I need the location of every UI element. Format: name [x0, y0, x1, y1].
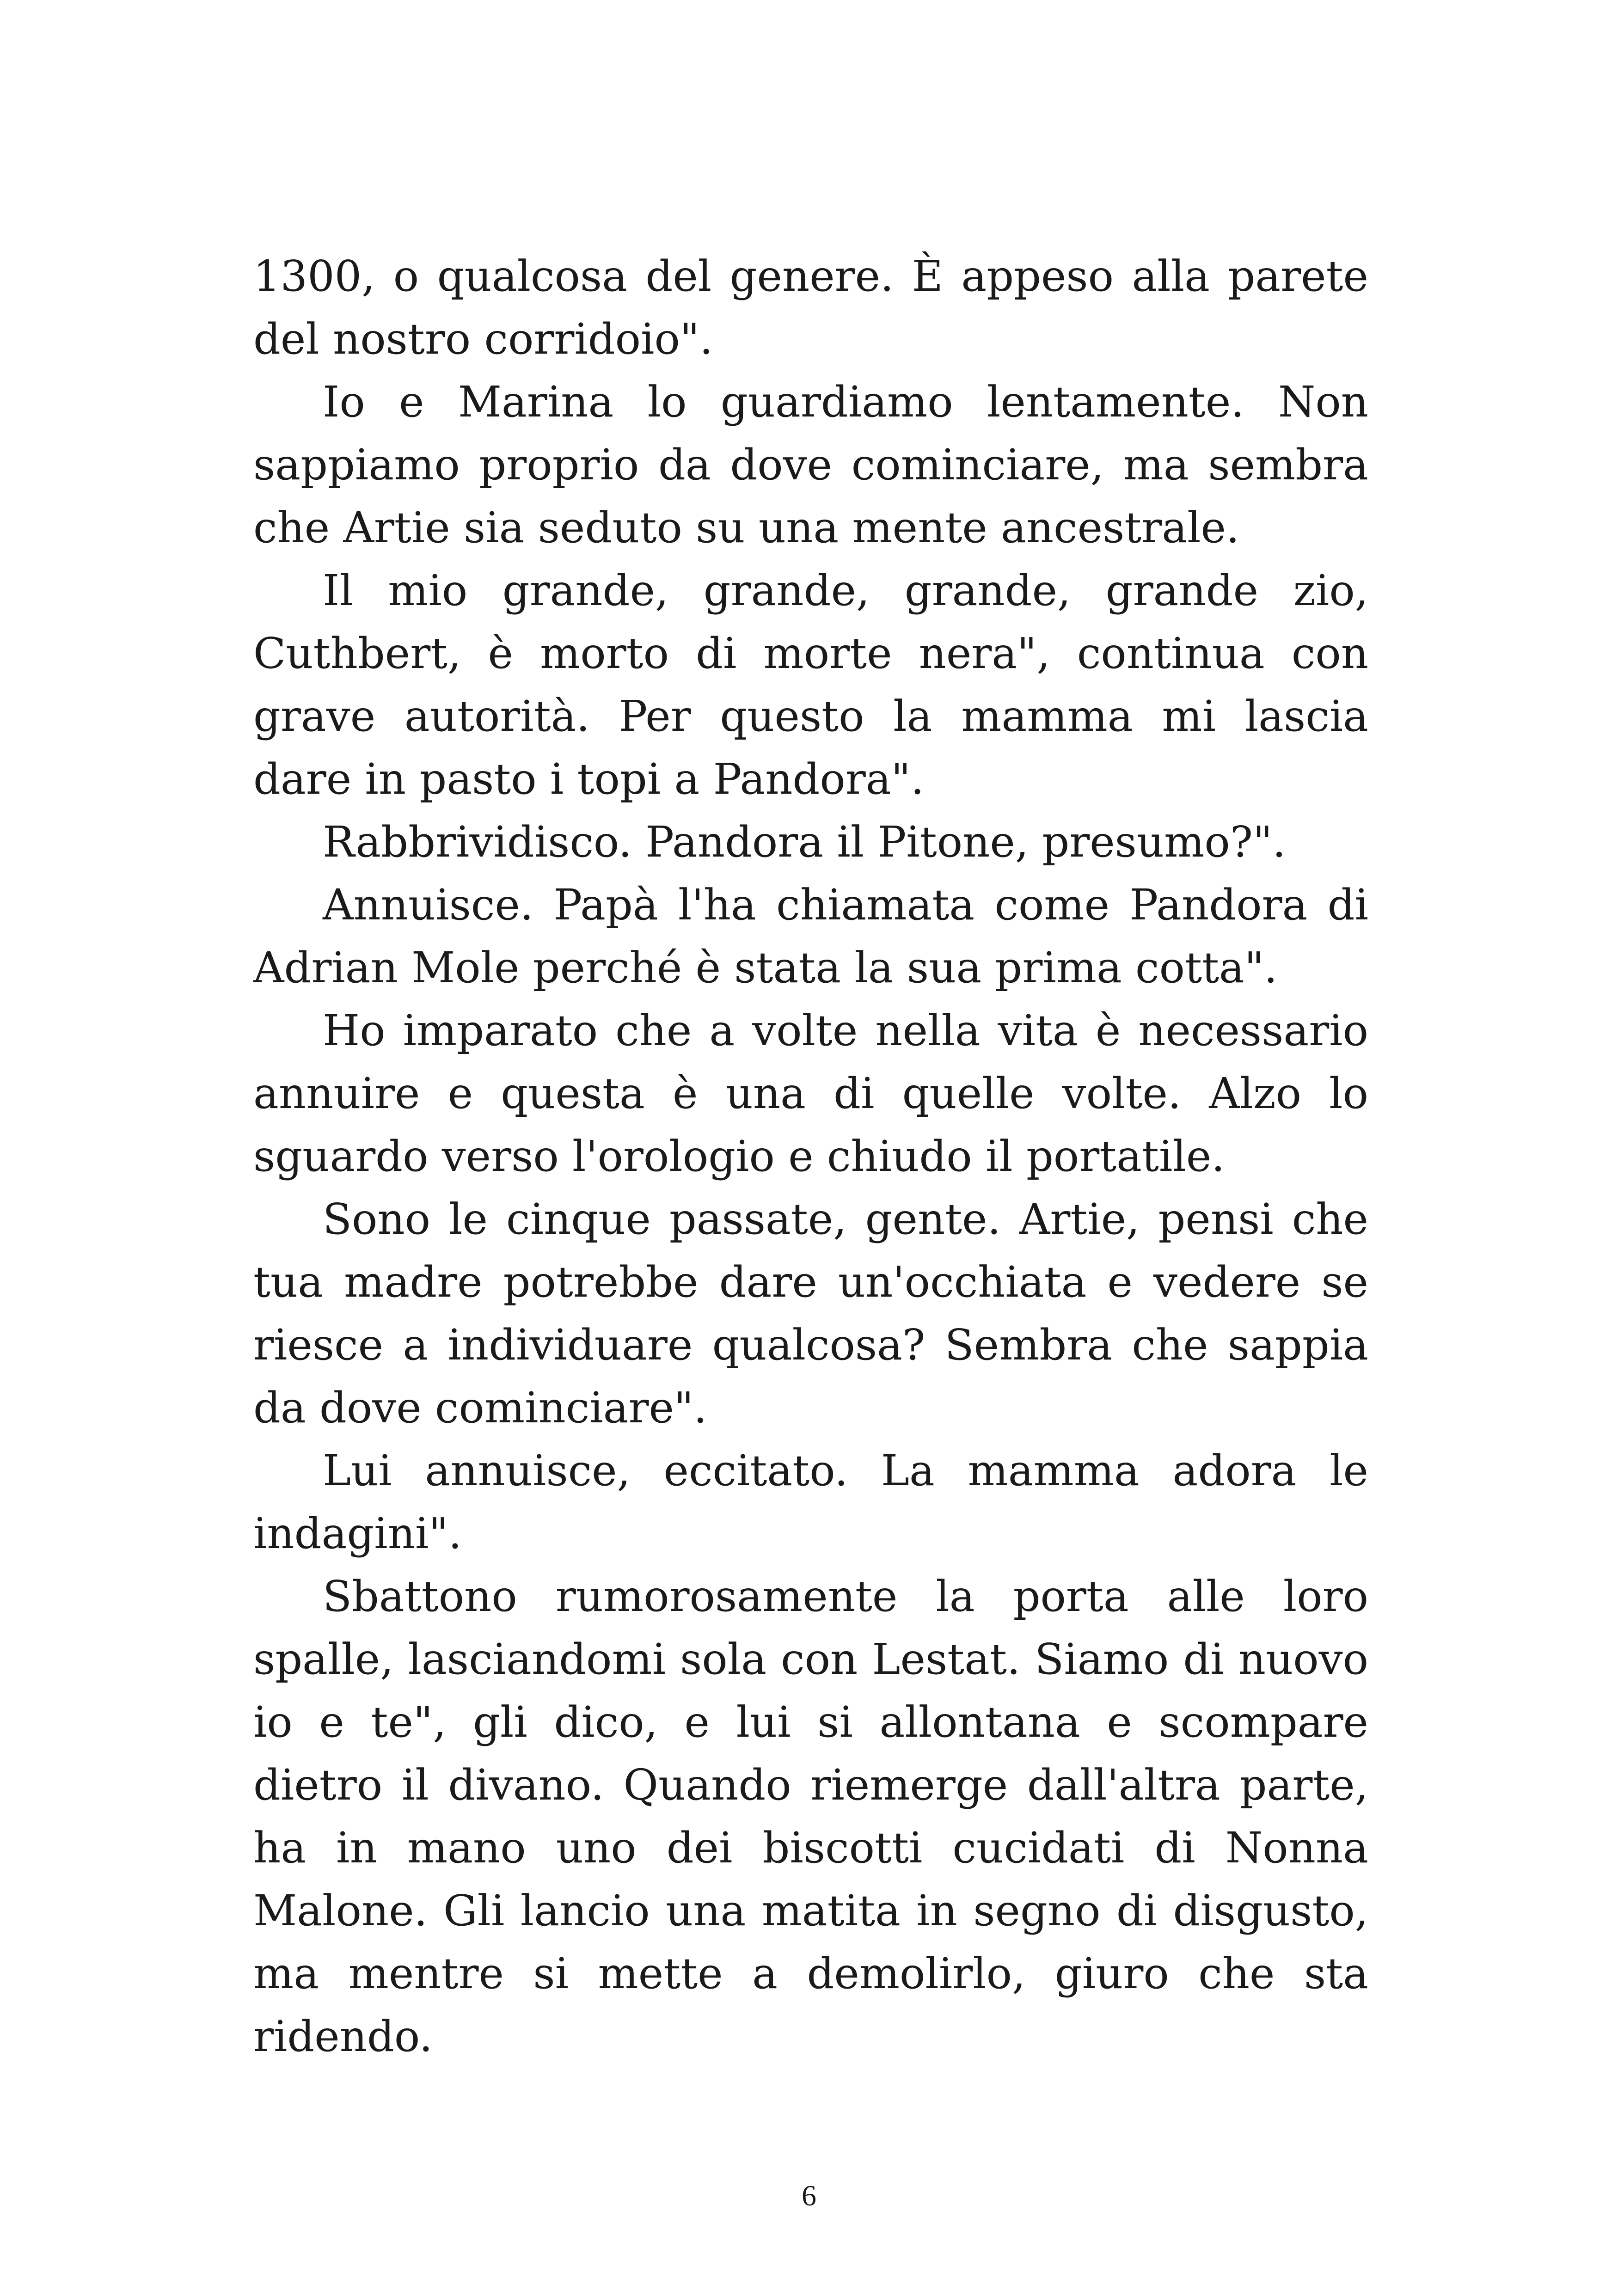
paragraph-continuation: 1300, o qualcosa del genere. È appeso alla parete del nostro corridoio".	[253, 251, 1368, 364]
paragraph: Il mio grande, grande, grande, grande zio, Cuthbert, è morto di morte nera", continua con grave autorità. Per questo la mamma mi lascia dare in pasto i topi a Pandora".	[253, 566, 1368, 804]
paragraph: Sono le cinque passate, gente. Artie, pensi che tua madre potrebbe dare un'occhiata e vedere se riesce a individuare qualcosa? Sembra che sappia da dove cominciare".	[253, 1194, 1368, 1433]
page-number: 6	[802, 2179, 816, 2212]
paragraph: Sbattono rumorosamente la porta alle loro spalle, lasciandomi sola con Lestat. Siamo di nuovo io e te", gli dico, e lui si allontana e scompare dietro il divano. Quando riemerge dall'altra parte, ha in mano uno dei biscotti cucidati di Nonna Malone. Gli lancio una matita in segno di disgusto, ma mentre si mette a demolirlo, giuro che sta ridendo.	[253, 1572, 1368, 2061]
paragraph: Ho imparato che a volte nella vita è necessario annuire e questa è una di quelle volte. Alzo lo sguardo verso l'orologio e chiudo il portatile.	[253, 1006, 1368, 1181]
body-text	[253, 245, 1368, 2068]
paragraph: Annuisce. Papà l'ha chiamata come Pandora di Adrian Mole perché è stata la sua prima cotta".	[253, 880, 1368, 992]
paragraph: Io e Marina lo guardiamo lentamente. Non sappiamo proprio da dove cominciare, ma sembra che Artie sia seduto su una mente ancestrale.	[253, 377, 1368, 552]
paragraph: Rabbrividisco. Pandora il Pitone, presumo?".	[323, 817, 1286, 867]
paragraph: Lui annuisce, eccitato. La mamma adora le indagini".	[253, 1446, 1368, 1558]
